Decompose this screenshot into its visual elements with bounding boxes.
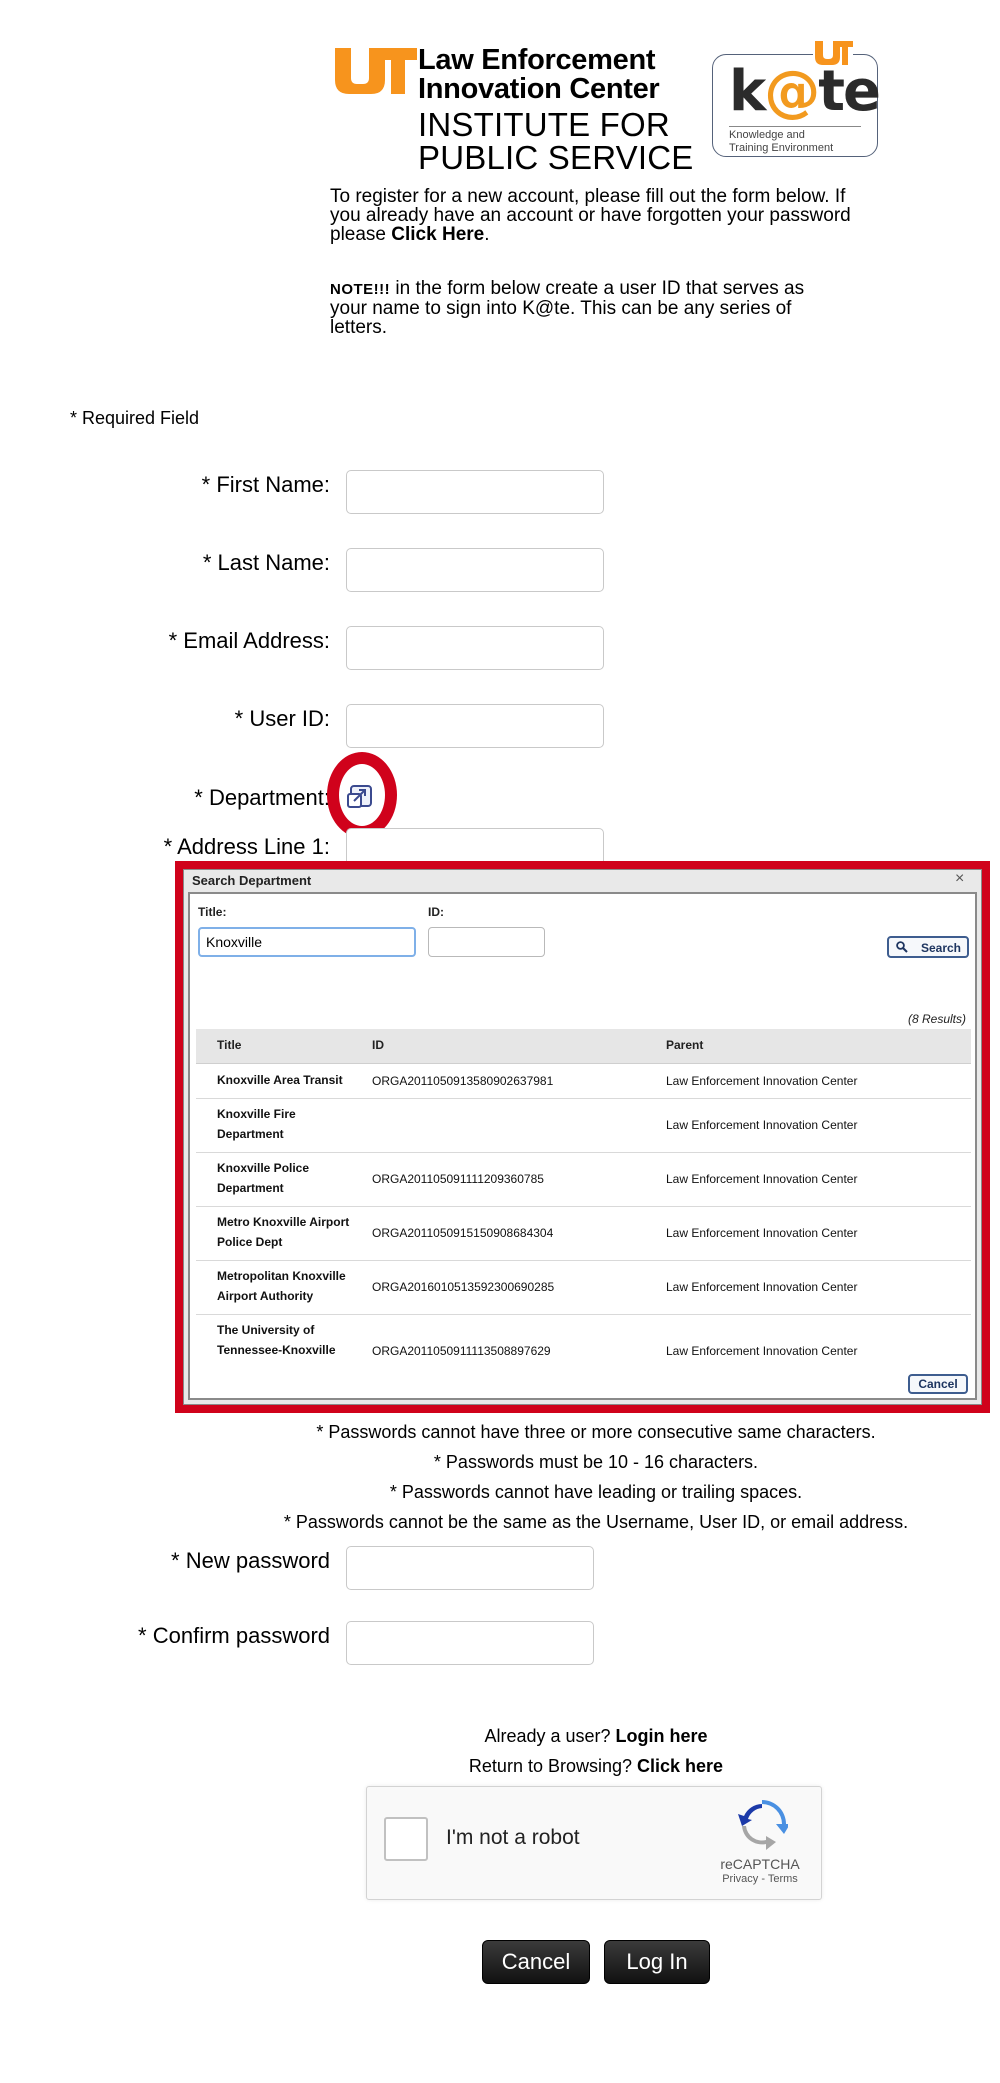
id-field-label: ID: [428,905,444,919]
recaptcha-label: I'm not a robot [446,1826,580,1849]
title-field-label: Title: [198,905,227,919]
kate-divider [729,126,861,127]
leic-logo-text [418,46,718,174]
row-divider [196,1098,971,1099]
password-rule: * Passwords cannot have leading or trailing spaces. [389,1482,803,1502]
result-parent: Law Enforcement Innovation Center [666,1118,858,1132]
kate-sub-line1: Knowledge and [729,129,805,141]
department-label: * Department: [194,785,330,810]
note-label: NOTE!!! [330,281,391,298]
login-button[interactable]: Log In [604,1940,710,1984]
search-button[interactable]: Search [887,936,969,958]
row-divider [196,1206,971,1207]
id-search-input[interactable] [428,927,545,957]
logo-sub-line1: INSTITUTE FOR [418,106,670,143]
note-paragraph: NOTE!!! in the form below create a user ID that serves as your name to sign into K@te. This can be any series of letters. [330,278,805,338]
recaptcha-brand: reCAPTCHA [720,1856,800,1872]
kate-sub-line2: Training Environment [729,142,834,154]
new-password-label: * New password [171,1548,330,1573]
result-title[interactable]: The University of Tennessee-Knoxville [217,1323,336,1357]
result-title[interactable]: Metropolitan Knoxville Airport Authority [217,1269,346,1303]
address-line1-label: * Address Line 1: [163,834,330,859]
row-divider [196,1314,971,1315]
column-header-parent: Parent [666,1038,704,1052]
result-parent: Law Enforcement Innovation Center [666,1226,858,1240]
return-browsing-line: Return to Browsing? Click here [468,1756,724,1776]
intro-paragraph: To register for a new account, please fill out the form below. If you already have an account or have forgotten your password please Click Here. [330,186,851,245]
kate-logo [712,54,878,157]
required-field-note: * Required Field [70,408,200,428]
result-id: ORGA20110509135809026379​81 [372,1074,554,1088]
column-header-id: ID [372,1038,384,1052]
confirm-password-input[interactable] [346,1621,594,1665]
result-id: ORGA201601051359230069028​5 [372,1280,555,1294]
result-id: ORGA201105091111350889762​9 [372,1344,551,1358]
dialog-title: Search Department [192,873,312,888]
kate-wordmark: k@te [729,59,879,124]
dialog-cancel-button[interactable]: Cancel [908,1374,968,1394]
recaptcha-checkbox[interactable] [384,1817,428,1861]
password-rule: * Passwords cannot have three or more consecutive same characters. [316,1422,876,1442]
click-here-link[interactable]: Click here [637,1756,724,1776]
result-title[interactable]: Knoxville Fire Department [217,1107,296,1141]
cancel-button[interactable]: Cancel [482,1940,590,1984]
row-divider [196,1152,971,1153]
password-rule: * Passwords must be 10 - 16 characters. [433,1452,759,1472]
already-user-line: Already a user? Login here [484,1726,708,1746]
ut-logo-icon [335,48,417,94]
first-name-input[interactable] [346,470,604,514]
result-id: ORGA201105091111209360785 [372,1172,544,1186]
column-header-title: Title [217,1038,242,1052]
email-label: * Email Address: [168,628,330,653]
row-divider [196,1260,971,1261]
result-title[interactable]: Knoxville Police Department [217,1161,310,1195]
recaptcha-privacy-terms-links[interactable]: Privacy - Terms [722,1873,798,1885]
password-rule: * Passwords cannot be the same as the Username, User ID, or email address. [283,1512,909,1532]
first-name-label: * First Name: [201,472,330,497]
result-id: ORGA201105091515090868430​4 [372,1226,554,1240]
result-title[interactable]: Knoxville Area Transit [217,1073,343,1087]
last-name-label: * Last Name: [202,550,330,575]
result-parent: Law Enforcement Innovation Center [666,1172,858,1186]
user-id-input[interactable] [346,704,604,748]
result-parent: Law Enforcement Innovation Center [666,1280,858,1294]
last-name-input[interactable] [346,548,604,592]
result-title[interactable]: Metro Knoxville Airport Police Dept [217,1215,350,1249]
results-count: (8 Results) [907,1012,966,1026]
confirm-password-label: * Confirm password [138,1623,330,1648]
logo-name-line1: Law Enforcement [418,44,656,76]
forgot-password-link[interactable]: Click Here [391,224,485,245]
logo-name-line2: Innovation Center [418,73,660,105]
email-input[interactable] [346,626,604,670]
new-password-input[interactable] [346,1546,594,1590]
dialog-close-icon[interactable]: × [955,870,965,887]
logo-sub-line2: PUBLIC SERVICE [418,139,694,176]
result-parent: Law Enforcement Innovation Center [666,1074,858,1088]
recaptcha-logo-icon [736,1798,788,1850]
result-parent: Law Enforcement Innovation Center [666,1344,858,1358]
login-here-link[interactable]: Login here [615,1726,708,1746]
title-search-input[interactable] [198,927,416,957]
magnifier-icon [896,941,908,953]
department-highlight-circle [327,752,397,838]
user-id-label: * User ID: [234,706,330,731]
results-header-row [196,1029,971,1064]
